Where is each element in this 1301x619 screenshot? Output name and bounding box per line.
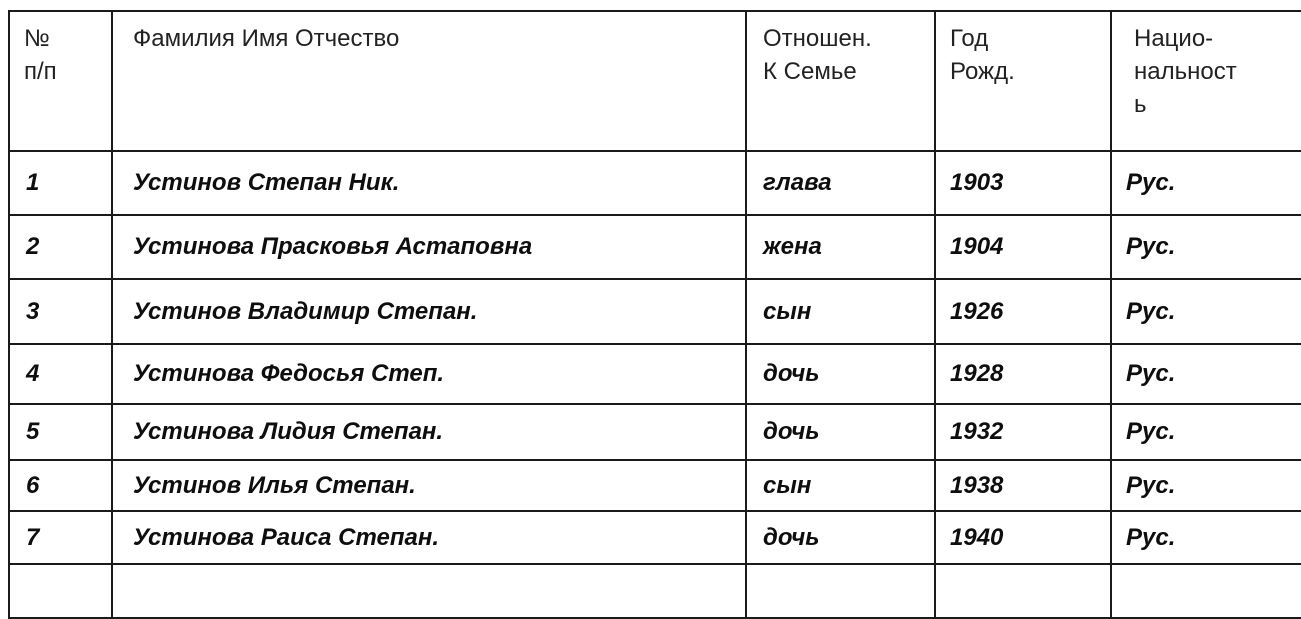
header-year xyxy=(935,11,1111,151)
cell-name: Устинова Раиса Степан. xyxy=(112,511,746,564)
cell-year: 1940 xyxy=(935,511,1111,564)
cell-name: Устинова Прасковья Астаповна xyxy=(112,215,746,279)
empty-cell xyxy=(746,564,935,618)
cell-num: 5 xyxy=(9,404,112,460)
cell-num: 1 xyxy=(9,151,112,215)
cell-name: Устинова Федосья Степ. xyxy=(112,344,746,404)
cell-nationality: Рус. xyxy=(1111,215,1301,279)
header-relation-line: Отношен. xyxy=(763,25,872,52)
cell-year: 1904 xyxy=(935,215,1111,279)
cell-name: Устинов Владимир Степан. xyxy=(112,279,746,344)
cell-nationality: Рус. xyxy=(1111,344,1301,404)
header-name-line: Фамилия Имя Отчество xyxy=(133,25,400,52)
cell-name: Устинов Илья Степан. xyxy=(112,460,746,511)
table-row xyxy=(9,279,1301,344)
cell-relation: сын xyxy=(746,279,935,344)
cell-year: 1926 xyxy=(935,279,1111,344)
table-row xyxy=(9,344,1301,404)
cell-name: Устинов Степан Ник. xyxy=(112,151,746,215)
header-nationality xyxy=(1111,11,1301,151)
cell-name: Устинова Лидия Степан. xyxy=(112,404,746,460)
cell-year: 1932 xyxy=(935,404,1111,460)
header-year-line: Рожд. xyxy=(950,58,1015,85)
cell-nationality: Рус. xyxy=(1111,404,1301,460)
family-table-container xyxy=(8,10,1301,619)
cell-relation: глава xyxy=(746,151,935,215)
header-row xyxy=(9,11,1301,151)
cell-nationality: Рус. xyxy=(1111,279,1301,344)
empty-cell xyxy=(9,564,112,618)
cell-year: 1903 xyxy=(935,151,1111,215)
empty-row xyxy=(9,564,1301,618)
header-num-line: п/п xyxy=(24,58,57,85)
cell-relation: сын xyxy=(746,460,935,511)
cell-num: 3 xyxy=(9,279,112,344)
cell-num: 7 xyxy=(9,511,112,564)
empty-cell xyxy=(1111,564,1301,618)
cell-year: 1938 xyxy=(935,460,1111,511)
header-relation-line: К Семье xyxy=(763,58,857,85)
cell-nationality: Рус. xyxy=(1111,460,1301,511)
header-relation xyxy=(746,11,935,151)
cell-nationality: Рус. xyxy=(1111,511,1301,564)
cell-relation: дочь xyxy=(746,511,935,564)
empty-cell xyxy=(935,564,1111,618)
header-nationality-line: ь xyxy=(1134,91,1147,118)
table-row xyxy=(9,460,1301,511)
cell-num: 6 xyxy=(9,460,112,511)
header-nationality-line: Нацио- xyxy=(1134,25,1214,52)
cell-num: 2 xyxy=(9,215,112,279)
cell-year: 1928 xyxy=(935,344,1111,404)
empty-cell xyxy=(112,564,746,618)
table-row xyxy=(9,215,1301,279)
cell-relation: дочь xyxy=(746,404,935,460)
family-table xyxy=(8,10,1301,619)
header-name xyxy=(112,11,746,151)
cell-relation: жена xyxy=(746,215,935,279)
table-row xyxy=(9,151,1301,215)
cell-relation: дочь xyxy=(746,344,935,404)
header-nationality-line: нальност xyxy=(1134,58,1237,85)
header-num xyxy=(9,11,112,151)
header-year-line: Год xyxy=(950,25,989,52)
table-row xyxy=(9,404,1301,460)
table-row xyxy=(9,511,1301,564)
cell-nationality: Рус. xyxy=(1111,151,1301,215)
header-num-line: № xyxy=(24,25,50,52)
cell-num: 4 xyxy=(9,344,112,404)
